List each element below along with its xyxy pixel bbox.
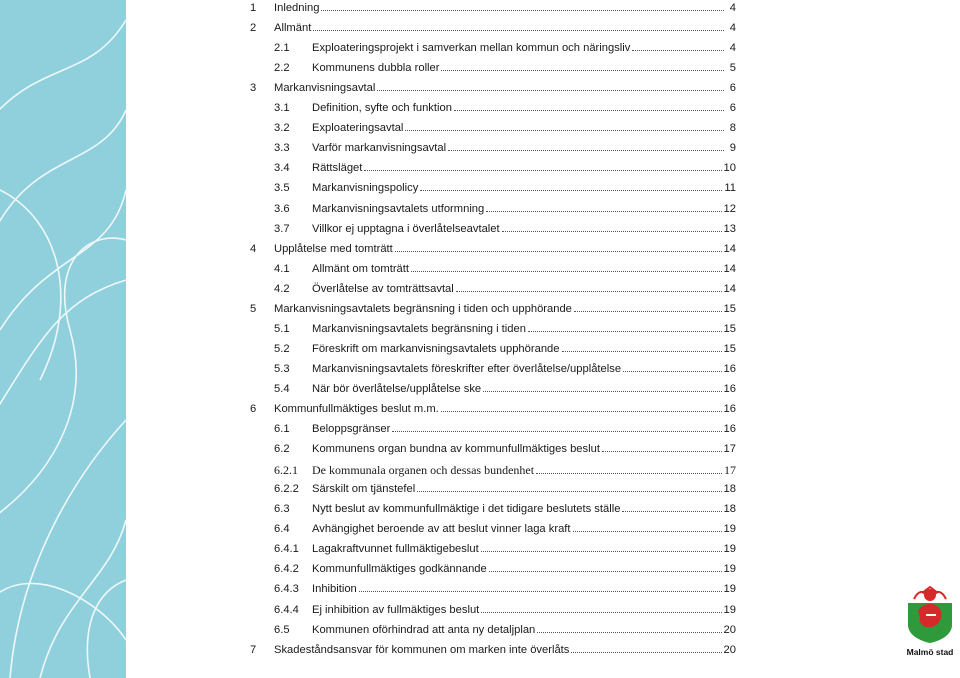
toc-entry-number: 6.4.4 xyxy=(274,603,299,616)
toc-dot-leader xyxy=(481,550,722,552)
toc-entry-number: 5.1 xyxy=(274,322,290,335)
toc-entry-title: Exploateringsavtal xyxy=(312,122,404,135)
toc-entry-title: Inledning xyxy=(274,2,320,14)
toc-entry-title: Markanvisningsavtalets begränsning i tiden och upphörande xyxy=(274,302,572,315)
toc-entry-title: Upplåtelse med tomträtt xyxy=(274,242,393,255)
toc-dot-leader xyxy=(528,330,722,332)
toc-entry-title: Föreskrift om markanvisningsavtalets upphörande xyxy=(312,342,560,355)
toc-entry-page: 8 xyxy=(729,122,736,135)
toc-entry-title: Markanvisningsavtalets föreskrifter efter överlåtelse/upplåtelse xyxy=(312,362,622,375)
toc-entry[interactable] xyxy=(240,122,736,140)
toc-entry-title: Överlåtelse av tomträttsavtal xyxy=(312,282,454,295)
toc-dot-leader xyxy=(623,370,722,372)
toc-entry-title: Definition, syfte och funktion xyxy=(312,102,452,115)
toc-entry-page: 19 xyxy=(723,583,736,596)
toc-entry-title: Villkor ej upptagna i överlåtelseavtalet xyxy=(312,222,500,235)
toc-entry[interactable] xyxy=(240,182,736,200)
toc-entry-page: 14 xyxy=(723,242,736,255)
toc-entry-number: 3.1 xyxy=(274,102,290,115)
toc-entry-title: Markanvisningsavtal xyxy=(274,82,376,95)
toc-entry-number: 6.3 xyxy=(274,503,290,516)
toc-entry[interactable] xyxy=(240,363,736,381)
toc-entry-title: Kommunfullmäktiges beslut m.m. xyxy=(274,403,439,415)
toc-entry-title: Rättsläget xyxy=(312,162,363,175)
toc-dot-leader xyxy=(622,510,721,512)
toc-entry-number: 2.1 xyxy=(274,42,290,55)
toc-entry-number: 7 xyxy=(250,643,257,656)
toc-entry-title: Ej inhibition av fullmäktiges beslut xyxy=(312,603,480,616)
toc-entry-title: Särskilt om tjänstefel xyxy=(312,483,416,496)
toc-entry-title: De kommunala organen och dessas bundenhet xyxy=(312,463,535,478)
toc-entry[interactable] xyxy=(240,263,736,281)
toc-entry[interactable] xyxy=(240,644,736,662)
toc-entry-page: 16 xyxy=(723,403,736,415)
toc-dot-leader xyxy=(574,310,722,312)
toc-dot-leader xyxy=(377,89,724,91)
toc-entry[interactable] xyxy=(240,223,736,241)
toc-entry[interactable] xyxy=(240,483,736,501)
toc-entry-page: 20 xyxy=(723,623,736,636)
toc-entry[interactable] xyxy=(240,22,736,40)
toc-entry-page: 6 xyxy=(729,82,736,95)
toc-entry[interactable] xyxy=(240,62,736,80)
toc-entry[interactable] xyxy=(240,42,736,60)
toc-entry[interactable] xyxy=(240,583,736,601)
toc-dot-leader xyxy=(395,250,722,252)
toc-entry[interactable] xyxy=(240,563,736,581)
toc-entry-number: 6.2.1 xyxy=(274,463,298,478)
toc-entry-page: 6 xyxy=(729,102,736,115)
toc-entry-title: Kommunens dubbla roller xyxy=(312,62,440,75)
toc-entry-page: 9 xyxy=(729,142,736,155)
toc-dot-leader xyxy=(392,430,721,432)
malmo-stad-logo xyxy=(900,585,960,665)
toc-entry-page: 5 xyxy=(729,62,736,75)
toc-entry[interactable] xyxy=(240,443,736,461)
logo-text: Malmö stad xyxy=(906,647,954,657)
toc-entry-title: Markanvisningsavtalets utformning xyxy=(312,202,485,215)
toc-entry-number: 6.2.2 xyxy=(274,483,299,496)
toc-entry[interactable] xyxy=(240,543,736,561)
toc-entry-title: Kommunfullmäktiges godkännande xyxy=(312,563,487,576)
toc-entry-number: 1 xyxy=(250,2,257,14)
toc-entry-page: 17 xyxy=(723,443,736,456)
toc-entry-page: 12 xyxy=(723,202,736,215)
toc-entry-title: Exploateringsprojekt i samverkan mellan kommun och näringsliv xyxy=(312,42,631,55)
toc-entry-number: 3.6 xyxy=(274,202,290,215)
toc-entry-title: Skadeståndsansvar för kommunen om marken inte överlåts xyxy=(274,643,570,656)
toc-entry[interactable] xyxy=(240,463,736,481)
wave-lines-decoration xyxy=(0,0,126,678)
toc-entry-page: 4 xyxy=(729,22,736,35)
toc-dot-leader xyxy=(405,129,724,131)
toc-entry-number: 3.2 xyxy=(274,122,290,135)
toc-entry-number: 5.4 xyxy=(274,382,290,395)
toc-entry-page: 16 xyxy=(723,362,736,375)
toc-entry-page: 4 xyxy=(729,42,736,55)
toc-entry-title: Markanvisningspolicy xyxy=(312,182,419,195)
toc-entry[interactable] xyxy=(240,604,736,622)
toc-entry[interactable] xyxy=(240,283,736,301)
toc-dot-leader xyxy=(321,9,724,11)
toc-dot-leader xyxy=(420,189,722,191)
toc-entry-page: 18 xyxy=(723,483,736,496)
toc-dot-leader xyxy=(483,390,721,392)
toc-entry[interactable] xyxy=(240,403,736,421)
toc-entry-number: 6.1 xyxy=(274,423,290,436)
toc-dot-leader xyxy=(502,230,722,232)
toc-entry-title: Varför markanvisningsavtal xyxy=(312,142,447,155)
toc-entry-page: 18 xyxy=(723,503,736,516)
toc-entry[interactable] xyxy=(240,142,736,160)
toc-entry-page: 17 xyxy=(724,463,736,478)
toc-entry-page: 15 xyxy=(723,342,736,355)
toc-entry-page: 19 xyxy=(723,603,736,616)
toc-dot-leader xyxy=(536,472,722,474)
toc-entry-title: När bör överlåtelse/upplåtelse ske xyxy=(312,382,482,395)
toc-entry-title: Kommunens organ bundna av kommunfullmäktiges beslut xyxy=(312,443,600,456)
toc-entry-page: 11 xyxy=(724,182,736,195)
toc-entry-title: Inhibition xyxy=(312,583,357,596)
decorative-side-panel xyxy=(0,0,126,678)
toc-entry-number: 6.5 xyxy=(274,623,290,636)
toc-entry-number: 3.7 xyxy=(274,222,290,235)
toc-entry[interactable] xyxy=(240,624,736,642)
toc-dot-leader xyxy=(632,49,724,51)
toc-entry-page: 20 xyxy=(723,643,736,656)
toc-entry[interactable] xyxy=(240,343,736,361)
toc-entry-number: 2.2 xyxy=(274,62,290,75)
toc-entry-number: 6.4 xyxy=(274,523,290,536)
toc-entry-title: Allmänt xyxy=(274,22,312,35)
toc-entry-title: Beloppsgränser xyxy=(312,423,391,436)
toc-entry-number: 6 xyxy=(250,403,257,415)
toc-entry-page: 15 xyxy=(723,322,736,335)
toc-entry-title: Lagakraftvunnet fullmäktigebeslut xyxy=(312,543,479,556)
toc-entry-number: 3.4 xyxy=(274,162,290,175)
toc-entry-number: 5.3 xyxy=(274,362,290,375)
toc-dot-leader xyxy=(364,169,721,171)
toc-dot-leader xyxy=(441,69,724,71)
toc-entry-number: 6.4.2 xyxy=(274,563,299,576)
toc-entry-number: 6.4.3 xyxy=(274,583,299,596)
toc-entry-page: 15 xyxy=(723,302,736,315)
toc-dot-leader xyxy=(417,490,721,492)
toc-dot-leader xyxy=(602,450,722,452)
toc-entry[interactable] xyxy=(240,162,736,180)
toc-entry-title: Avhängighet beroende av att beslut vinner laga kraft xyxy=(312,523,571,536)
toc-entry-title: Markanvisningsavtalets begränsning i tiden xyxy=(312,322,526,335)
toc-entry-page: 13 xyxy=(723,222,736,235)
toc-entry-page: 14 xyxy=(723,262,736,275)
toc-dot-leader xyxy=(573,530,722,532)
toc-entry-page: 10 xyxy=(723,162,736,175)
toc-dot-leader xyxy=(313,29,724,31)
toc-entry[interactable] xyxy=(240,523,736,541)
toc-entry-number: 2 xyxy=(250,22,257,35)
coat-of-arms-icon xyxy=(900,585,960,645)
toc-dot-leader xyxy=(411,270,722,272)
toc-entry-number: 4.1 xyxy=(274,262,290,275)
toc-entry-number: 5 xyxy=(250,302,257,315)
toc-dot-leader xyxy=(571,651,721,653)
toc-entry-page: 14 xyxy=(723,282,736,295)
toc-entry-number: 6.2 xyxy=(274,443,290,456)
toc-entry-page: 19 xyxy=(723,563,736,576)
toc-dot-leader xyxy=(481,611,721,613)
toc-entry-number: 4.2 xyxy=(274,282,290,295)
toc-entry-page: 16 xyxy=(723,423,736,436)
toc-entry[interactable] xyxy=(240,503,736,521)
toc-dot-leader xyxy=(359,590,722,592)
toc-entry[interactable] xyxy=(240,323,736,341)
toc-dot-leader xyxy=(441,410,722,412)
toc-dot-leader xyxy=(454,109,724,111)
toc-entry-number: 3.3 xyxy=(274,142,290,155)
toc-dot-leader xyxy=(448,149,724,151)
toc-entry-page: 4 xyxy=(729,2,736,14)
toc-entry-number: 4 xyxy=(250,242,257,255)
toc-entry-number: 6.4.1 xyxy=(274,543,299,556)
toc-dot-leader xyxy=(562,350,722,352)
table-of-contents xyxy=(240,0,736,678)
toc-entry-title: Nytt beslut av kommunfullmäktige i det tidigare beslutets ställe xyxy=(312,503,621,516)
toc-entry[interactable] xyxy=(240,243,736,261)
toc-entry[interactable] xyxy=(240,423,736,441)
toc-entry-number: 3.5 xyxy=(274,182,290,195)
toc-entry[interactable] xyxy=(240,303,736,321)
toc-dot-leader xyxy=(456,290,722,292)
toc-entry-page: 16 xyxy=(723,382,736,395)
toc-entry-page: 19 xyxy=(723,543,736,556)
toc-entry-number: 5.2 xyxy=(274,342,290,355)
toc-entry-title: Kommunen oförhindrad att anta ny detaljplan xyxy=(312,623,536,636)
toc-entry-page: 19 xyxy=(723,523,736,536)
toc-entry[interactable] xyxy=(240,383,736,401)
toc-entry[interactable] xyxy=(240,2,736,20)
toc-dot-leader xyxy=(537,631,721,633)
toc-dot-leader xyxy=(486,210,721,212)
toc-entry-number: 3 xyxy=(250,82,257,95)
toc-entry[interactable] xyxy=(240,203,736,221)
toc-entry[interactable] xyxy=(240,82,736,100)
toc-dot-leader xyxy=(489,570,722,572)
toc-entry[interactable] xyxy=(240,102,736,120)
toc-entry-title: Allmänt om tomträtt xyxy=(312,262,409,275)
